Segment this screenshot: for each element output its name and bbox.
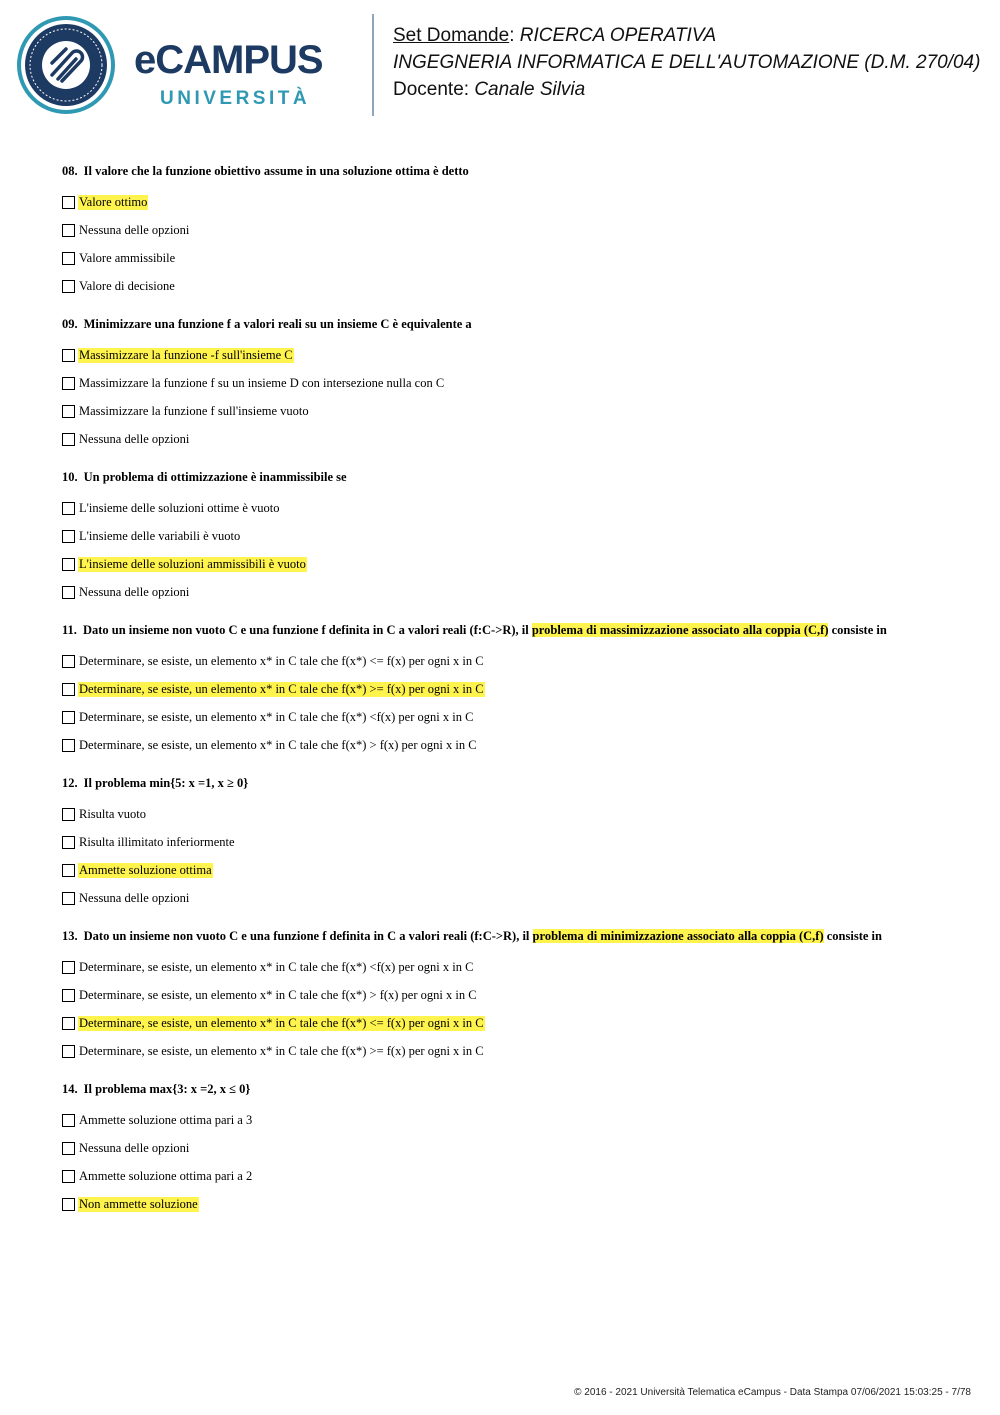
question-number: 13. xyxy=(62,929,78,943)
answer-checkbox[interactable] xyxy=(62,808,75,821)
question-text-highlight: problema di minimizzazione associato alla coppia (C,f) xyxy=(532,929,824,943)
answer-option[interactable] xyxy=(62,675,962,703)
set-label: Set Domande xyxy=(393,25,510,46)
answer-checkbox[interactable] xyxy=(62,892,75,905)
question-09 xyxy=(62,315,962,453)
answer-option[interactable] xyxy=(62,981,962,1009)
answer-label: Determinare, se esiste, un elemento x* in C tale che f(x*) <= f(x) per ogni x in C xyxy=(79,653,484,668)
header-info xyxy=(393,22,980,103)
question-title xyxy=(62,162,962,180)
question-title xyxy=(62,927,962,945)
answer-label: Non ammette soluzione xyxy=(79,1196,198,1211)
answer-label: L'insieme delle soluzioni ammissibili è vuoto xyxy=(79,556,306,571)
page-footer: © 2016 - 2021 Università Telematica eCampus - Data Stampa 07/06/2021 15:03:25 - 7/78 xyxy=(574,1387,971,1398)
answer-label: Massimizzare la funzione f sull'insieme vuoto xyxy=(79,403,309,418)
answer-option[interactable] xyxy=(62,1190,962,1218)
answer-checkbox[interactable] xyxy=(62,1045,75,1058)
ecampus-wordmark: eCAMPUS xyxy=(134,38,323,82)
answer-checkbox[interactable] xyxy=(62,196,75,209)
answer-option[interactable] xyxy=(62,800,962,828)
answer-checkbox[interactable] xyxy=(62,1114,75,1127)
answer-option[interactable] xyxy=(62,828,962,856)
ecampus-seal-logo xyxy=(16,15,116,115)
answer-label: Determinare, se esiste, un elemento x* in C tale che f(x*) >= f(x) per ogni x in C xyxy=(79,1043,484,1058)
answer-option[interactable] xyxy=(62,703,962,731)
answer-checkbox[interactable] xyxy=(62,252,75,265)
answer-option[interactable] xyxy=(62,1134,962,1162)
answer-option[interactable] xyxy=(62,188,962,216)
question-text-highlight: problema di massimizzazione associato alla coppia (C,f) xyxy=(531,623,829,637)
question-title xyxy=(62,468,962,486)
answer-option[interactable] xyxy=(62,522,962,550)
answer-checkbox[interactable] xyxy=(62,1017,75,1030)
question-08 xyxy=(62,162,962,300)
answer-checkbox[interactable] xyxy=(62,836,75,849)
answer-checkbox[interactable] xyxy=(62,530,75,543)
answer-checkbox[interactable] xyxy=(62,989,75,1002)
answer-option[interactable] xyxy=(62,953,962,981)
question-number: 08. xyxy=(62,164,78,178)
answer-checkbox[interactable] xyxy=(62,961,75,974)
answer-label: Ammette soluzione ottima pari a 2 xyxy=(79,1168,253,1183)
answer-option[interactable] xyxy=(62,272,962,300)
question-number: 10. xyxy=(62,470,78,484)
answer-option[interactable] xyxy=(62,856,962,884)
header-divider xyxy=(372,14,374,116)
question-list xyxy=(62,162,962,1233)
answer-label: Risulta vuoto xyxy=(79,806,147,821)
answer-label: Nessuna delle opzioni xyxy=(79,890,190,905)
answer-label: L'insieme delle variabili è vuoto xyxy=(79,528,241,543)
answer-checkbox[interactable] xyxy=(62,864,75,877)
answer-checkbox[interactable] xyxy=(62,349,75,362)
answer-checkbox[interactable] xyxy=(62,224,75,237)
question-text: Il problema max{3: x =2, x ≤ 0} xyxy=(83,1082,251,1096)
answer-option[interactable] xyxy=(62,731,962,759)
question-11 xyxy=(62,621,962,759)
question-text: Un problema di ottimizzazione è inammissibile se xyxy=(83,470,347,484)
answer-label: Ammette soluzione ottima pari a 3 xyxy=(79,1112,253,1127)
question-text: Minimizzare una funzione f a valori reali su un insieme C è equivalente a xyxy=(83,317,472,331)
answer-checkbox[interactable] xyxy=(62,405,75,418)
answer-option[interactable] xyxy=(62,884,962,912)
answer-label: Determinare, se esiste, un elemento x* in C tale che f(x*) <f(x) per ogni x in C xyxy=(79,959,474,974)
answer-checkbox[interactable] xyxy=(62,655,75,668)
answer-label: Ammette soluzione ottima xyxy=(79,862,212,877)
answer-label: Risulta illimitato inferiormente xyxy=(79,834,235,849)
question-number: 09. xyxy=(62,317,78,331)
universita-wordmark: UNIVERSITÀ xyxy=(160,88,311,109)
answer-label: Massimizzare la funzione f su un insieme D con intersezione nulla con C xyxy=(79,375,445,390)
answer-label: Determinare, se esiste, un elemento x* in C tale che f(x*) > f(x) per ogni x in C xyxy=(79,737,477,752)
answer-option[interactable] xyxy=(62,244,962,272)
answer-label: Valore ottimo xyxy=(79,194,148,209)
answer-option[interactable] xyxy=(62,369,962,397)
answer-option[interactable] xyxy=(62,494,962,522)
teacher-name: Canale Silvia xyxy=(474,79,586,100)
question-13 xyxy=(62,927,962,1065)
answer-label: Massimizzare la funzione -f sull'insieme C xyxy=(79,347,293,362)
answer-label: Nessuna delle opzioni xyxy=(79,1140,190,1155)
answer-checkbox[interactable] xyxy=(62,377,75,390)
question-text-end: consiste in xyxy=(828,623,887,637)
answer-label: Determinare, se esiste, un elemento x* in C tale che f(x*) <f(x) per ogni x in C xyxy=(79,709,474,724)
answer-label: Determinare, se esiste, un elemento x* in C tale che f(x*) >= f(x) per ogni x in C xyxy=(79,681,484,696)
question-12 xyxy=(62,774,962,912)
answer-option[interactable] xyxy=(62,1037,962,1065)
question-title xyxy=(62,315,962,333)
teacher-line xyxy=(393,76,980,103)
question-text: Il problema min{5: x =1, x ≥ 0} xyxy=(83,776,249,790)
answer-label: Valore ammissibile xyxy=(79,250,176,265)
question-14 xyxy=(62,1080,962,1218)
question-number: 12. xyxy=(62,776,78,790)
teacher-label: Docente: xyxy=(393,79,470,100)
answer-label: Determinare, se esiste, un elemento x* in C tale che f(x*) > f(x) per ogni x in C xyxy=(79,987,477,1002)
answer-checkbox[interactable] xyxy=(62,739,75,752)
answer-label: L'insieme delle soluzioni ottime è vuoto xyxy=(79,500,280,515)
question-text: Dato un insieme non vuoto C e una funzione f definita in C a valori reali (f:C->R), il xyxy=(82,623,532,637)
question-title xyxy=(62,1080,962,1098)
answer-option[interactable] xyxy=(62,647,962,675)
question-text-end: consiste in xyxy=(823,929,882,943)
answer-option[interactable] xyxy=(62,578,962,606)
answer-label: Nessuna delle opzioni xyxy=(79,431,190,446)
answer-option[interactable] xyxy=(62,397,962,425)
answer-option[interactable] xyxy=(62,1106,962,1134)
answer-checkbox[interactable] xyxy=(62,683,75,696)
answer-option[interactable] xyxy=(62,1162,962,1190)
question-title xyxy=(62,774,962,792)
answer-checkbox[interactable] xyxy=(62,1198,75,1211)
answer-option[interactable] xyxy=(62,1009,962,1037)
question-text: Il valore che la funzione obiettivo assume in una soluzione ottima è detto xyxy=(83,164,469,178)
question-number: 14. xyxy=(62,1082,78,1096)
answer-checkbox[interactable] xyxy=(62,711,75,724)
question-number: 11. xyxy=(62,623,77,637)
answer-label: Nessuna delle opzioni xyxy=(79,584,190,599)
question-title xyxy=(62,621,962,639)
answer-option[interactable] xyxy=(62,425,962,453)
course-name: RICERCA OPERATIVA xyxy=(519,25,717,46)
answer-checkbox[interactable] xyxy=(62,280,75,293)
answer-checkbox[interactable] xyxy=(62,1170,75,1183)
answer-option[interactable] xyxy=(62,550,962,578)
question-text: Dato un insieme non vuoto C e una funzione f definita in C a valori reali (f:C->R), il xyxy=(83,929,533,943)
answer-checkbox[interactable] xyxy=(62,1142,75,1155)
answer-option[interactable] xyxy=(62,216,962,244)
answer-checkbox[interactable] xyxy=(62,433,75,446)
course-line: Set Domande: RICERCA OPERATIVA xyxy=(393,25,717,46)
answer-label: Nessuna delle opzioni xyxy=(79,222,190,237)
answer-checkbox[interactable] xyxy=(62,558,75,571)
answer-checkbox[interactable] xyxy=(62,586,75,599)
answer-option[interactable] xyxy=(62,341,962,369)
question-10 xyxy=(62,468,962,606)
degree-name: INGEGNERIA INFORMATICA E DELL'AUTOMAZIONE (D.M. 270/04) xyxy=(393,52,981,73)
answer-label: Valore di decisione xyxy=(79,278,175,293)
answer-checkbox[interactable] xyxy=(62,502,75,515)
answer-label: Determinare, se esiste, un elemento x* in C tale che f(x*) <= f(x) per ogni x in C xyxy=(79,1015,484,1030)
